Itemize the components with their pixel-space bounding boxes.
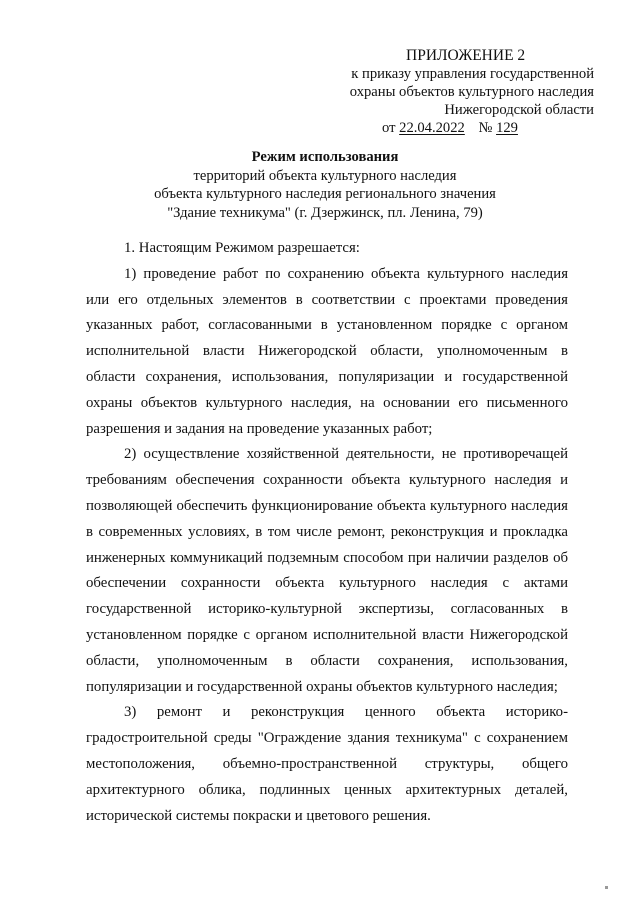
document-title (70, 148, 580, 222)
order-date: 22.04.2022 (399, 120, 465, 136)
title-line-4: "Здание техникума" (г. Дзержинск, пл. Ленина, 79) (167, 204, 483, 221)
appendix-header (316, 47, 594, 137)
scan-speck (605, 886, 608, 889)
title-bold-line: Режим использования (251, 149, 399, 165)
intro-paragraph: 1. Настоящим Режимом разрешается: (124, 240, 360, 256)
item-2-paragraph: 2) осуществление хозяйственной деятельности, не противоречащей требованиям обеспечения сохранности объекта культурного наследия и позволяющей обеспечить функционирование объекта культурного наследия в современных условиях, в том числе ремонт, реконструкция и прокладка инженерных коммуникаций подземным способом при наличии разделов об обеспечении сохранности объекта культурного наследия с актами государственной историко-культурной экспертизы, согласованных в установленном порядке с органом исполнительной власти Нижегородской области, уполномоченным в области сохранения, использования, популяризации и государственной охраны объектов культурного наследия; (86, 446, 568, 695)
title-line-2: территорий объекта культурного наследия (193, 167, 457, 184)
appendix-title: ПРИЛОЖЕНИЕ 2 (406, 47, 526, 64)
item-1-paragraph: 1) проведение работ по сохранению объекта культурного наследия или его отдельных элементов в соответствии с проектами проведения указанных работ, согласованными в установленном порядке с органом исполнительной власти Нижегородской области, уполномоченным в области сохранения, использования, популяризации и государственной охраны объектов культурного наследия, на основании его письменного разрешения и задания на проведение указанных работ; (86, 265, 568, 437)
appendix-line-3: Нижегородской области (444, 102, 594, 118)
appendix-line-2: охраны объектов культурного наследия (349, 84, 594, 100)
appendix-line-1: к приказу управления государственной (351, 66, 594, 82)
title-line-3: объекта культурного наследия регионального значения (154, 186, 496, 202)
order-reference (316, 119, 594, 137)
order-number: 129 (496, 120, 518, 136)
item-3-paragraph: 3) ремонт и реконструкция ценного объекта историко-градостроительной среды "Ограждение здания техникума" с сохранением местоположения, объемно-пространственной структуры, общего архитектурного облика, подлинных ценных архитектурных деталей, исторической системы покраски и цветового решения. (86, 704, 568, 824)
document-body (86, 236, 568, 829)
order-number-prefix: № (478, 120, 493, 136)
order-prefix: от (382, 120, 396, 136)
